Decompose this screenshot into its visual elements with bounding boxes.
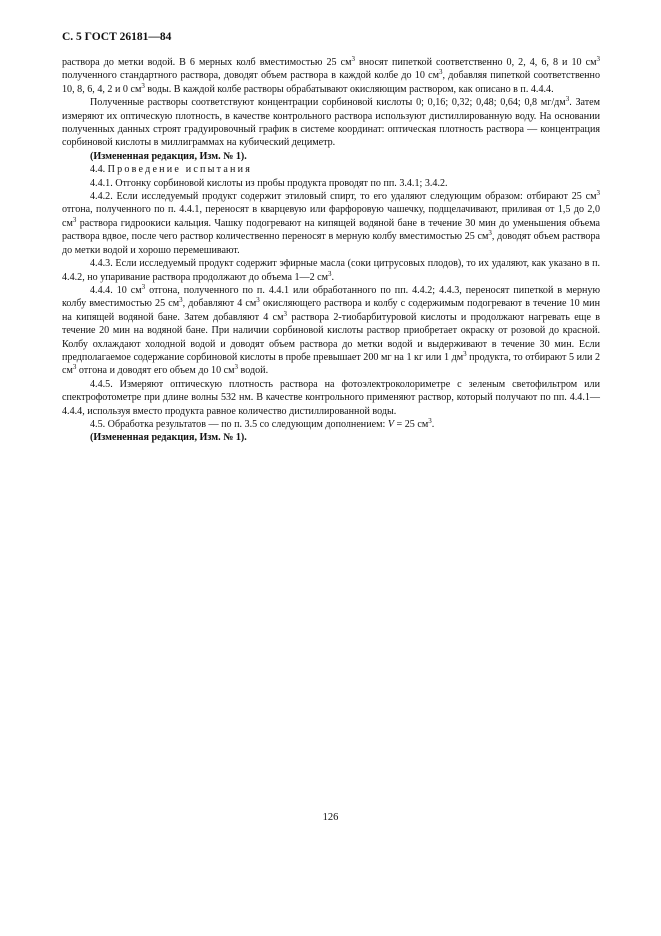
- page-header: С. 5 ГОСТ 26181—84: [62, 31, 172, 43]
- section-heading-4-4: 4.4. Проведение испытания: [90, 164, 253, 176]
- paragraph-4-5: 4.5. Обработка результатов — по п. 3.5 со следующим дополнением: V = 25 $см^3$.: [90, 416, 435, 430]
- paragraph-4-4-2: 4.4.2. Если исследуемый продукт содержит этиловый спирт, то его удаляют следующим образом: отбирают 25 $см^3$ отгона, полученного по п. 4.4.1, переносят в кварцевую или фарфоровую чашечку, подщелачивают, приливая от 1,5 до 2,0 $см^3$ раствора гидроокиси кальция. Чашку подогревают на кипящей водяной бане в течение 30 мин до уменьшения объема раствора вдвое, после чего раствор количественно переносят в мерную колбу вместимостью 25 $см^3$, доводят объем раствора до метки водой и хорошо перемешивают.: [62, 189, 600, 256]
- paragraph-4-4-3: 4.4.3. Если исследуемый продукт содержит эфирные масла (соки цитрусовых плодов), то их удаляют, как указано в п. 4.4.2, но упаривание раствора продолжают до объема 1—2 $см^3$.: [62, 258, 600, 283]
- page-content: [62, 30, 600, 445]
- revision-note: (Измененная редакция, Изм. № 1).: [90, 432, 247, 444]
- paragraph-4-4-5: 4.4.5. Измеряют оптическую плотность раствора на фотоэлектроколориметре с зеленым светофильтром или спектрофотометре при длине волны 532 нм. В качестве контрольного применяют раствор, который получают по пп. 4.4.1—4.4.4, используя вместо продукта равное количество дистиллированной воды.: [62, 378, 600, 417]
- page-number: 126: [322, 812, 339, 823]
- paragraph-calibration-prep: раствора до метки водой. В 6 мерных колб вместимостью 25 $см^3$ вносят пипеткой соответственно 0, 2, 4, 6, 8 и 10 $см^3$ полученного стандартного раствора, доводят объем раствора в каждой колбе до 10 $см^3$, добавляя пипеткой соответственно 10, 8, 6, 4, 2 и 0 $см^3$ воды. В каждой колбе растворы обрабатывают окисляющим раствором, как описано в п. 4.4.4.: [62, 55, 600, 95]
- revision-note: (Измененная редакция, Изм. № 1).: [90, 150, 247, 162]
- paragraph-4-4-4: 4.4.4. 10 $см^3$ отгона, полученного по п. 4.4.1 или обработанного по пп. 4.4.2; 4.4.3, переносят пипеткой в мерную колбу вместимостью 25 $см^3$, добавляют 4 $см^3$ окисляющего раствора и колбу с содержимым подогревают в течение 10 мин на кипящей водяной бане. Затем добавляют 4 $см^3$ раствора 2-тиобарбитуровой кислоты и продолжают нагревать еще в течение 20 мин на водяной бане. При наличии сорбиновой кислоты раствор приобретает окраску от розовой до красной. Колбу охлаждают холодной водой и доводят объем раствора до метки водой и выдерживают в течение 30 мин. Если предполагаемое содержание сорбиновой кислоты в пробе превышает 200 мг на 1 кг или 1 $дм^3$ продукта, то отбирают 5 или 2 $см^3$ отгона и доводят его объем до 10 $см^3$ водой.: [62, 282, 600, 377]
- paragraph-calibration-graph: Полученные растворы соответствуют концентрации сорбиновой кислоты 0; 0,16; 0,32; 0,48; 0,64; 0,8 $мг/дм^3$. Затем измеряют их оптическую плотность, в качестве контрольного раствора используют дистиллированную воду. На основании полученных данных строят градуировочный график в системе координат: оптическая плотность раствора — концентрация сорбиновой кислоты в миллиграммах на кубический дециметр.: [62, 95, 600, 149]
- paragraph-4-4-1: 4.4.1. Отгонку сорбиновой кислоты из пробы продукта проводят по пп. 3.4.1; 3.4.2.: [90, 177, 448, 189]
